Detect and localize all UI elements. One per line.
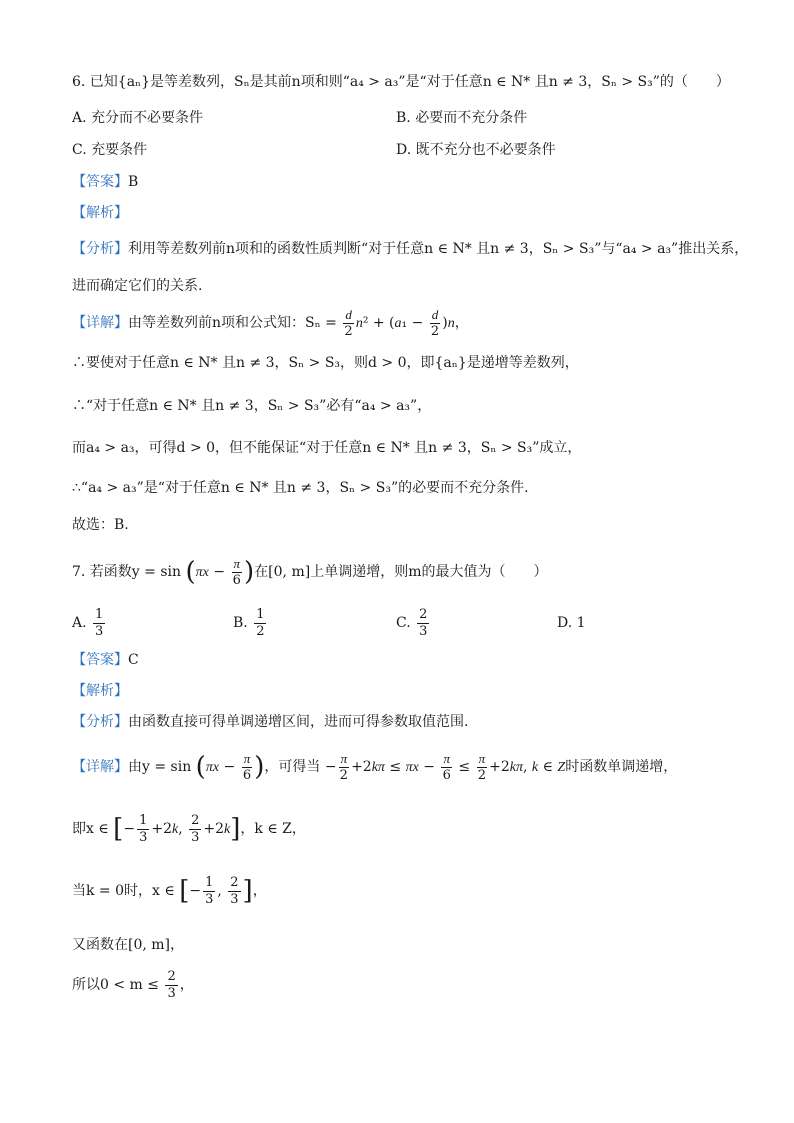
q7-line-2: 即x ∈ [− $\frac{1}{3}$ +2k, $\frac{2}{3}$ +2k]，k ∈ Z， <box>72 812 306 845</box>
fenxi-text: 由函数直接可得单调递增区间，进而可得参数取值范围. <box>128 714 469 730</box>
q6-line-2: ∴要使对于任意n ∈ N* 且n ≠ 3，Sₙ > S₃，则d > 0，即{aₙ}是递增等差数列， <box>72 355 579 371</box>
analysis-tag: 【解析】 <box>72 683 128 699</box>
q6-option-a: A. 充分而不必要条件 <box>72 110 204 126</box>
q6-stem: 6. 已知{aₙ}是等差数列，Sₙ是其前n项和则“a₄ > a₃”是“对于任意n ∈ N* 且n ≠ 3，Sₙ > S₃”的（ ） <box>72 74 730 90</box>
fenxi-tag: 【分析】 <box>72 714 128 730</box>
q7-option-b: B. $\frac{1}{2}$ <box>233 606 265 639</box>
q7-stem-post: 在[0, m]上单调递增，则m的最大值为（ ） <box>254 564 548 580</box>
q7-stem-pre: 7. 若函数y = sin <box>72 564 182 580</box>
q7-xj-mid: ，可得当 − <box>264 759 337 775</box>
q7-answer <box>72 650 139 670</box>
q6-analysis <box>72 203 128 223</box>
answer-value: B <box>128 174 139 190</box>
q6-line-6: 故选：B. <box>72 517 129 533</box>
q7-option-c: C. $\frac{2}{3}$ <box>396 606 428 639</box>
q6-line-5: ∴“a₄ > a₃”是“对于任意n ∈ N* 且n ≠ 3，Sₙ > S₃”的必要而不充分条件. <box>72 480 529 496</box>
xiangjie-tag: 【详解】 <box>72 759 128 775</box>
answer-value: C <box>128 652 139 668</box>
q6-answer <box>72 172 138 192</box>
q7-xj-pre: 由y = sin <box>128 759 192 775</box>
q7-option-a: A. $\frac{1}{3}$ <box>72 606 104 639</box>
q6-option-c: C. 充要条件 <box>72 142 148 158</box>
q6-fenxi-2: 进而确定它们的关系. <box>72 278 203 294</box>
q7-line-3: 当k = 0时，x ∈ [− $\frac{1}{3}$ , $\frac{2}{3}$ ]， <box>72 874 267 907</box>
q7-option-d: D. 1 <box>557 615 586 631</box>
answer-tag: 【答案】 <box>72 652 128 668</box>
xiangjie-text: 由等差数列前n项和公式知：Sₙ = <box>128 315 337 331</box>
fenxi-tag: 【分析】 <box>72 241 128 257</box>
q6-line-4: 而a₄ > a₃，可得d > 0，但不能保证“对于任意n ∈ N* 且n ≠ 3，Sₙ > S₃”成立， <box>72 440 582 456</box>
q7-xj-post: 时函数单调递增， <box>565 759 678 775</box>
q7-fenxi <box>72 712 468 732</box>
q6-option-d: D. 既不充分也不必要条件 <box>396 142 556 158</box>
xiangjie-tag: 【详解】 <box>72 315 128 331</box>
q6-option-b: B. 必要而不充分条件 <box>396 110 528 126</box>
q7-xiangjie: 【详解】由y = sin (πx − $\frac{\pi}{6}$ )，可得当 − $\frac{\pi}{2}$ +2kπ ≤ πx − $\frac{\pi}{6}$ ≤ $\frac{\pi}{2}$ +2kπ, k ∈ Z时函数单调递增， <box>72 750 678 783</box>
q6-line-3: ∴“对于任意n ∈ N* 且n ≠ 3，Sₙ > S₃”必有“a₄ > a₃”， <box>72 398 432 414</box>
q7-stem: 7. 若函数y = sin (πx − $\frac{\pi}{6}$ )在[0, m]上单调递增，则m的最大值为（ ） <box>72 555 548 588</box>
q6-xiangjie: 【详解】由等差数列前n项和公式知：Sₙ = $\frac{d}{2}$ n² + (a₁ − $\frac{d}{2}$ )n， <box>72 306 469 339</box>
q7-line-5: 所以0 < m ≤ $\frac{2}{3}$ ， <box>72 968 194 1001</box>
q7-analysis <box>72 681 128 701</box>
q6-fenxi-1 <box>72 239 748 259</box>
analysis-tag: 【解析】 <box>72 205 128 221</box>
q7-line-4: 又函数在[0, m]， <box>72 937 185 953</box>
answer-tag: 【答案】 <box>72 174 128 190</box>
fenxi-text: 利用等差数列前n项和的函数性质判断“对于任意n ∈ N* 且n ≠ 3，Sₙ > S₃”与“a₄ > a₃”推出关系， <box>128 241 749 257</box>
